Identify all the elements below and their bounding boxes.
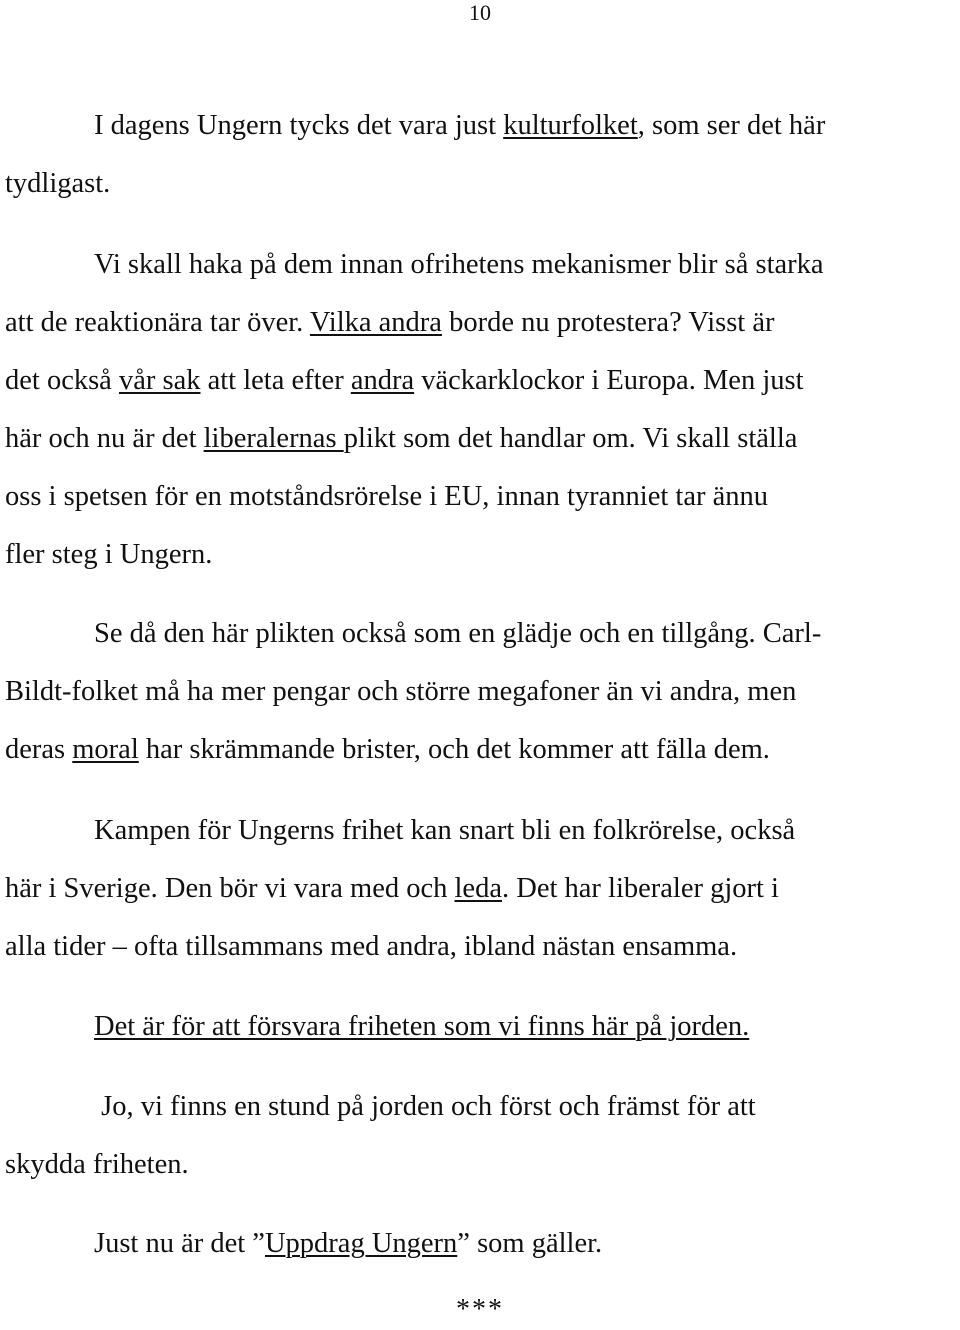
text-line xyxy=(5,663,957,721)
text-run: borde nu protestera? Visst är xyxy=(441,307,775,338)
text-run: att leta efter xyxy=(200,365,351,396)
text-run: alla tider – ofta tillsammans med andra, ibland nästan ensamma. xyxy=(5,931,738,962)
text-run: oss i spetsen för en motståndsrörelse i EU, innan tyranniet tar ännu xyxy=(5,481,768,512)
paragraph-5 xyxy=(5,998,957,1056)
text-line xyxy=(5,236,957,294)
text-line xyxy=(5,860,957,918)
page-number: 10 xyxy=(469,0,491,25)
underlined-text: Uppdrag Ungern xyxy=(264,1228,458,1259)
text-line xyxy=(5,918,957,976)
text-run: Jo, vi finns en stund på jorden och först och främst för att xyxy=(94,1091,756,1122)
text-run: här och nu är det xyxy=(5,423,204,454)
text-run: Vi skall haka på dem innan ofrihetens mekanismer blir så starka xyxy=(94,249,824,280)
section-separator: *** xyxy=(456,1294,504,1325)
paragraph-6 xyxy=(5,1078,957,1194)
paragraph-7 xyxy=(5,1215,957,1273)
text-run: plikt som det handlar om. Vi skall ställa xyxy=(343,423,798,454)
text-run: det också xyxy=(5,365,119,396)
text-line xyxy=(5,1136,957,1194)
text-line xyxy=(5,605,957,663)
text-run: fler steg i Ungern. xyxy=(5,539,213,570)
underlined-text: moral xyxy=(72,734,139,765)
text-line xyxy=(5,1215,957,1273)
text-line xyxy=(5,410,957,468)
text-line xyxy=(5,352,957,410)
text-line xyxy=(5,998,957,1056)
text-run: skydda friheten. xyxy=(5,1149,189,1180)
text-run: väckarklockor i Europa. Men just xyxy=(414,365,804,396)
text-run: Se då den här plikten också som en glädje och en tillgång. Carl- xyxy=(94,618,822,649)
text-line xyxy=(5,155,957,213)
text-line xyxy=(5,526,957,584)
underlined-text: Vilka andra xyxy=(309,307,442,338)
text-run: , som ser det här xyxy=(637,110,826,141)
text-line xyxy=(5,97,957,155)
text-line xyxy=(5,721,957,779)
paragraph-4 xyxy=(5,802,957,976)
text-run: I dagens Ungern tycks det vara just xyxy=(94,110,504,141)
text-run: att de reaktionära tar över. xyxy=(5,307,310,338)
text-run: här i Sverige. Den bör vi vara med och xyxy=(5,873,455,904)
underlined-text: vår sak xyxy=(118,365,201,396)
underlined-text: liberalernas xyxy=(203,423,344,454)
text-run: deras xyxy=(5,734,73,765)
underlined-text: Det är för att försvara friheten som vi finns här på jorden. xyxy=(94,1011,750,1042)
text-run: . Det har liberaler gjort i xyxy=(501,873,779,904)
text-line xyxy=(5,802,957,860)
text-run: Just nu är det ” xyxy=(94,1228,265,1259)
paragraph-2 xyxy=(5,236,957,584)
text-line xyxy=(5,468,957,526)
text-run: Kampen för Ungerns frihet kan snart bli en folkrörelse, också xyxy=(94,815,796,846)
text-run: har skrämmande brister, och det kommer att fälla dem. xyxy=(138,734,770,765)
text-run: Bildt-folket må ha mer pengar och större megafoner än vi andra, men xyxy=(5,676,797,707)
underlined-text: leda xyxy=(454,873,502,904)
text-line xyxy=(5,1078,957,1136)
text-run: tydligast. xyxy=(5,168,111,199)
paragraph-1 xyxy=(5,97,957,213)
paragraph-3 xyxy=(5,605,957,779)
underlined-text: andra xyxy=(350,365,415,396)
text-run: ” som gäller. xyxy=(457,1228,603,1259)
text-line xyxy=(5,294,957,352)
underlined-text: kulturfolket xyxy=(503,110,638,141)
